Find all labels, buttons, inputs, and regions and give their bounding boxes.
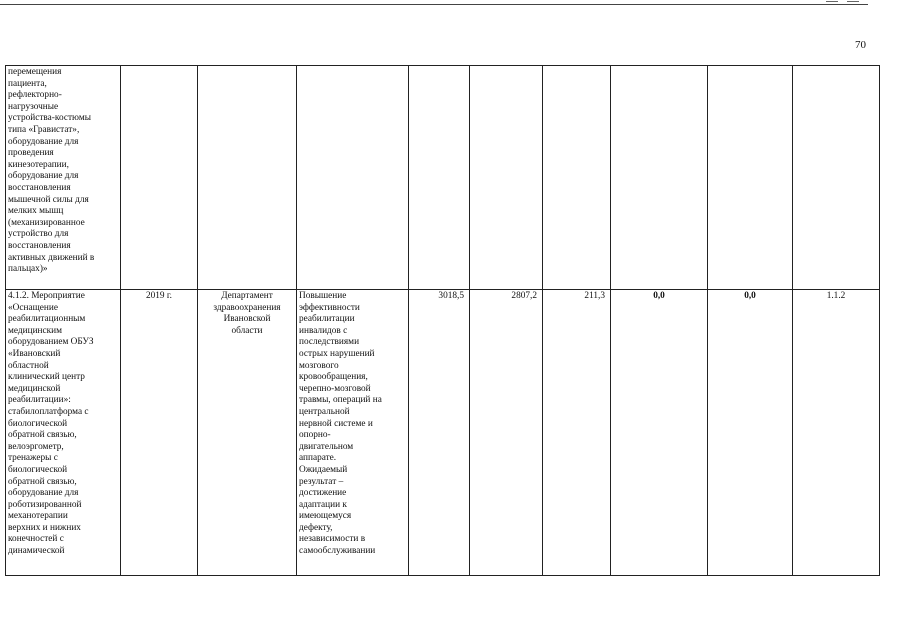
table-row — [6, 290, 880, 576]
table-row — [6, 66, 880, 290]
indicator-cell: 1.1.2 — [793, 290, 880, 576]
scan-mark — [847, 1, 859, 2]
page-number: 70 — [855, 39, 866, 51]
event-cell: 4.1.2. Мероприятие «Оснащение реабилитационным медицинским оборудованием ОБУЗ «Ивановский областной клинический центр медицинской реабилитации»: стабилоплатформа с биологической обратной связью, велоэргометр, тренажеры с биологической обратной связью, оборудование для роботизированной механотерапии верхних и нижних конечностей с динамической — [6, 290, 121, 576]
extra-cell — [708, 66, 793, 290]
regional-cell — [543, 66, 611, 290]
result-cell — [297, 66, 409, 290]
indicator-cell — [793, 66, 880, 290]
result-cell: Повышение эффективности реабилитации инвалидов с последствиями острых нарушений мозгового кровообращения, черепно-мозговой травмы, операций на центральной нервной системе и опорно- двигательном аппарате. Ожидаемый результат – достижение адаптации к имеющемуся дефекту, независимости в самообслуживании — [297, 290, 409, 576]
local-cell — [611, 66, 708, 290]
program-table — [5, 65, 880, 576]
federal-cell: 2807,2 — [470, 290, 543, 576]
year-cell: 2019 г. — [121, 290, 198, 576]
local-cell: 0,0 — [611, 290, 708, 576]
event-cell: перемещения пациента, рефлекторно- нагрузочные устройства-костюмы типа «Гравистат», оборудование для проведения кинезотерапии, оборудование для восстановления мышечной силы для мелких мышц (механизированное устройство для восстановления активных движений в пальцах)» — [6, 66, 121, 290]
total-cell: 3018,5 — [409, 290, 470, 576]
executor-cell — [198, 66, 297, 290]
extra-cell: 0,0 — [708, 290, 793, 576]
total-cell — [409, 66, 470, 290]
executor-cell: Департамент здравоохранения Ивановской области — [198, 290, 297, 576]
scan-top-edge — [0, 0, 868, 5]
regional-cell: 211,3 — [543, 290, 611, 576]
federal-cell — [470, 66, 543, 290]
year-cell — [121, 66, 198, 290]
scan-mark — [826, 1, 838, 2]
